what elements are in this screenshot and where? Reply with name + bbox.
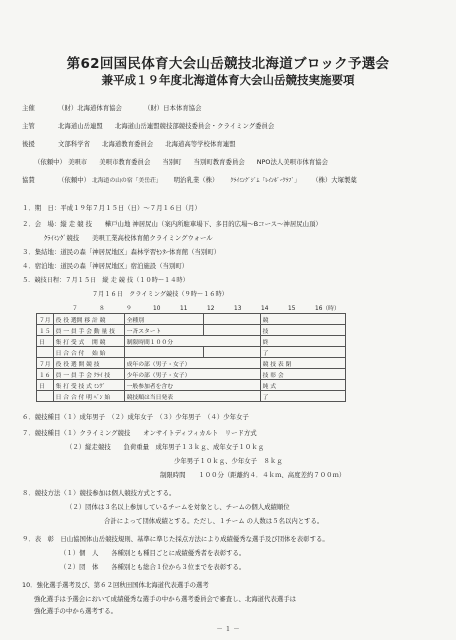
day2-task: 集 打 受 技 式 ﾐﾝｸﾞ (53, 380, 124, 391)
table-row (37, 380, 346, 391)
hour-label: 15 (288, 306, 296, 312)
section-lodging: ４．宿泊地：道民の森「神居尻地区」宿泊施設（当別町） (22, 262, 189, 270)
day1-date: １５ (37, 325, 54, 336)
day1-task: 員 一 員 手 会 動 量 技 (53, 325, 124, 336)
table-row (37, 369, 346, 380)
section-method-team: （２）団体は３名以上参加しているチームを対象とし、チームの個人成績順位 (66, 503, 290, 511)
day1-end: 終 (260, 336, 345, 347)
organizer-line: 主管 北海道山岳連盟 北海道山岳連盟競技部競技委員会・クライミング委員会 (22, 122, 275, 130)
day1-task: 役 役 選開 移 計 競 (53, 314, 124, 325)
day2-event: 一般参加者を含む (124, 380, 260, 391)
hour-label: 13 (234, 306, 242, 312)
section-schedule-day1: ５．競技日程：７月１５日 縦 走 競 技（１０時～１４時） (22, 277, 189, 284)
section-date: １．期 日：平成１９年７月１５日（日）～７月１６日（月） (22, 204, 201, 212)
section-events-time-limit: 制限時間 １００分（距離約４．４ｋｍ、高度差約７００ｍ） (160, 471, 346, 479)
day2-task: 役 役 選 開 競 技 (53, 358, 124, 369)
hour-label: 10 (153, 306, 161, 312)
section-awards-team: （２）団 体 各種別とも総合１位から３位までを表彰する。 (60, 563, 246, 571)
day2-end: 競 技 表 閉 (260, 358, 345, 369)
table-row (37, 336, 346, 347)
section-selection: 10．強化選手選考及び、第６２回秋田国体北海道代表選手の選考 (22, 581, 209, 589)
day2-date: ７月 (37, 358, 54, 369)
section-venue: ２．会 場：縦 走 競 技 樺戸山地 神居尻山（案内所駐車場下、多目的広場～Bコース～神居尻山頂） (22, 220, 322, 228)
document-subtitle: 兼平成１９年度北海道体育大会山岳競技実施要項 (101, 73, 355, 87)
support-pending-line: （依頼中） 美唄市 美唄市教育委員会 当別町 当別町教育委員会 NPO法人美唄市体育協会 (34, 158, 328, 166)
day1-end: 競 (260, 314, 345, 325)
day2-date: １６ (37, 369, 54, 380)
day2-date: 日 (37, 380, 54, 391)
section-events-traverse: （２）縦走競技 負荷重量 成年男子１３ｋｇ、成年女子１０ｋｇ (66, 443, 265, 451)
hour-label: 12 (207, 306, 215, 312)
day2-event: 少年の部（男子・女子） (124, 369, 260, 380)
page-number: － １ － (216, 625, 240, 633)
day2-end: 純 式 (260, 380, 345, 391)
table-row (37, 314, 346, 325)
day2-task: 員 一 員 手 会 ｸﾗｲ 技 (53, 369, 124, 380)
day2-task: 日 合 合 付 明 ﾍﾞﾝ 始 (53, 391, 124, 402)
table-row (37, 347, 346, 358)
schedule-hour-ruler (72, 303, 342, 312)
document-title: 第62回国民体育大会山岳競技北海道ブロック予選会 (66, 56, 390, 72)
day2-event: 競技順は当日発表 (124, 391, 260, 402)
day2-event: 成年の部（男子・女子） (124, 358, 260, 369)
day1-end: 了 (260, 347, 345, 358)
section-categories: ６．競技種目（１）成年男子 （２）成年女子 （３）少年男子 （４）少年女子 (22, 413, 249, 421)
section-venue-climbing: ｸﾗｲﾐﾝｸﾞ競技 美唄工業高校体育館クライミングウォール (44, 234, 213, 242)
section-events-traverse-youth: 少年男子１０ｋｇ、少年女子 ８ｋｇ (174, 457, 283, 465)
table-row (37, 391, 346, 402)
hour-label: 14 (261, 306, 269, 312)
cosponsor-line: 協賛 （依頼中） 北海道の山の宿「美岳荘」 明治乳業（株） ｸﾗｲﾐﾝｸﾞｼﾞﾑ「ﾚｲﾝﾎﾞｰｸﾗﾌﾞ」 （株）大塚製薬 (22, 176, 357, 184)
day1-task: 日 合 合 付 始 始 (53, 347, 124, 358)
hour-label: ９ (126, 306, 132, 312)
day1-event: 一斉スタート (124, 325, 203, 336)
schedule-table (36, 313, 346, 402)
section-events: ７．競技種目（１）クライミング競技 オンサイトディフィカルト リード方式 (22, 429, 257, 437)
hour-label: 11 (180, 306, 188, 312)
section-schedule-day2: ７月１６日 クライミング競技（９時～１６時） (92, 291, 228, 298)
day1-end: 技 (260, 325, 345, 336)
table-row (37, 358, 346, 369)
day2-end: 了 (260, 391, 345, 402)
section-gathering: ３．集結地：道民の森「神居尻地区」森林学習ｾﾝﾀｰ体育館（当別町） (22, 248, 221, 256)
sponsor-line: 主催 （財）北海道体育協会 （財）日本体育協会 (22, 104, 202, 112)
day1-event: 全種別 (124, 314, 203, 325)
section-method: ８．競技方法（１）競技参加は個人競技方式とする。 (22, 489, 176, 497)
table-row (37, 325, 346, 336)
section-awards: ９．表 彰 日山協国体山岳競技規則、基準に準じた採点方法により成績優秀な選手及び団体を表彰する。 (22, 535, 329, 543)
section-awards-individual: （１）個 人 各種別とも種目ごとに成績優秀者を表彰する。 (60, 549, 246, 557)
day1-date: 日 (37, 336, 54, 347)
section-selection-text-2: 強化選手の中から選考する。 (34, 607, 118, 615)
section-method-team-2: 合計によって団体成績とする。ただし、１チーム の人数は５名以内とする。 (104, 517, 324, 525)
day1-task: 集 打 受 式 開 競 (53, 336, 124, 347)
day1-date: ７月 (37, 314, 54, 325)
day2-end: 技 彰 会 (260, 369, 345, 380)
section-selection-text: 強化選手は予選会において成績優秀な選手の中から選考委員会で審査し、北海道代表選手は (34, 595, 297, 603)
hour-label: 16（時） (315, 306, 340, 312)
support-line: 後援 文部科学省 北海道教育委員会 北海道高等学校体育連盟 (22, 140, 236, 148)
day1-event: 制限時間１００分 (124, 336, 260, 347)
hour-label: ７ (72, 306, 78, 312)
hour-label: ８ (99, 306, 105, 312)
